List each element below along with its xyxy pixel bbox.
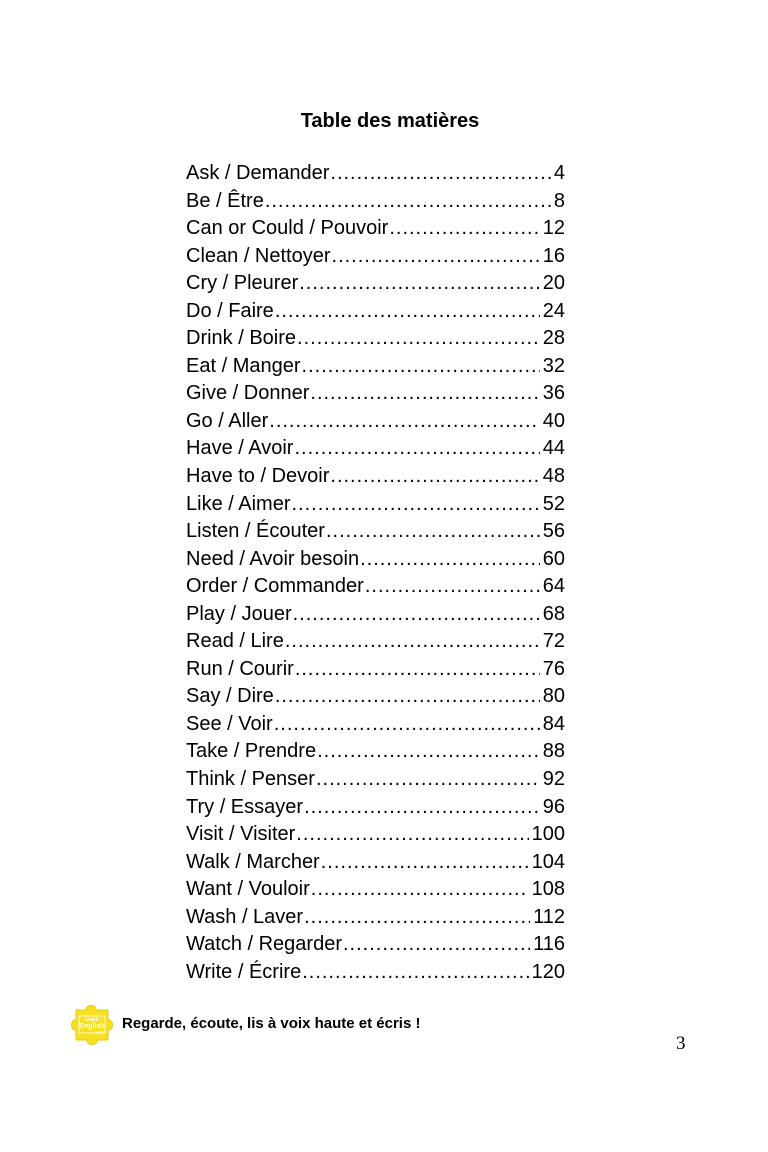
toc-entry[interactable] <box>186 738 565 766</box>
toc-entry-page-number: 84 <box>542 712 565 735</box>
toc-entry-page-number: 60 <box>542 547 565 570</box>
toc-dot-leader <box>304 794 540 822</box>
toc-dot-leader <box>297 325 540 353</box>
toc-entry-page-number: 56 <box>542 520 565 543</box>
toc-entry[interactable] <box>186 931 565 959</box>
toc-dot-leader <box>332 243 540 271</box>
toc-entry[interactable] <box>186 298 565 326</box>
toc-entry-label: Say / Dire <box>186 685 274 708</box>
toc-dot-leader <box>310 380 539 408</box>
toc-entry-page-number: 8 <box>553 189 565 212</box>
toc-dot-leader <box>316 766 540 794</box>
toc-entry-label: Order / Commander <box>186 575 364 598</box>
toc-entry[interactable] <box>186 518 565 546</box>
logo-text-learn: Learn <box>85 1017 99 1023</box>
toc-entry-page-number: 32 <box>542 354 565 377</box>
toc-dot-leader <box>326 518 540 546</box>
logo-text-fast: FAST <box>94 1031 104 1035</box>
toc-entry-label: Clean / Nettoyer <box>186 244 331 267</box>
toc-entry-label: Have to / Devoir <box>186 465 330 488</box>
toc-entry[interactable] <box>186 463 565 491</box>
toc-entry-page-number: 12 <box>542 217 565 240</box>
toc-entry-page-number: 100 <box>531 823 565 846</box>
table-of-contents <box>186 160 565 986</box>
toc-dot-leader <box>302 959 528 987</box>
toc-dot-leader <box>330 160 550 188</box>
toc-entry[interactable] <box>186 325 565 353</box>
toc-entry-label: Eat / Manger <box>186 354 301 377</box>
toc-dot-leader <box>304 904 530 932</box>
toc-entry-label: Ask / Demander <box>186 162 330 184</box>
toc-entry[interactable] <box>186 491 565 519</box>
toc-entry-label: Try / Essayer <box>186 795 304 818</box>
toc-entry-label: Walk / Marcher <box>186 850 320 873</box>
toc-entry-page-number: 28 <box>542 327 565 350</box>
toc-entry[interactable] <box>186 270 565 298</box>
toc-entry-label: Think / Penser <box>186 768 315 791</box>
toc-dot-leader <box>389 215 539 243</box>
toc-entry-label: Read / Lire <box>186 630 284 653</box>
toc-entry-label: Visit / Visiter <box>186 823 296 846</box>
toc-entry[interactable] <box>186 215 565 243</box>
toc-entry-page-number: 68 <box>542 602 565 625</box>
toc-entry[interactable] <box>186 380 565 408</box>
toc-entry[interactable] <box>186 821 565 849</box>
page-number: 3 <box>676 1033 686 1054</box>
toc-entry-label: Watch / Regarder <box>186 933 342 956</box>
toc-entry-page-number: 88 <box>542 740 565 763</box>
toc-entry-label: Like / Aimer <box>186 492 291 515</box>
toc-entry-page-number: 112 <box>533 905 565 928</box>
toc-entry[interactable] <box>186 711 565 739</box>
toc-entry-label: Want / Vouloir <box>186 878 310 901</box>
toc-dot-leader <box>269 408 539 436</box>
toc-entry[interactable] <box>186 794 565 822</box>
toc-entry-page-number: 52 <box>542 492 565 515</box>
toc-dot-leader <box>265 188 551 216</box>
toc-dot-leader <box>321 849 529 877</box>
toc-dot-leader <box>296 821 528 849</box>
toc-entry-page-number: 48 <box>542 465 565 488</box>
toc-entry-label: Wash / Laver <box>186 905 304 928</box>
toc-entry[interactable] <box>186 188 565 216</box>
toc-dot-leader <box>317 738 540 766</box>
toc-entry-page-number: 104 <box>531 850 565 873</box>
toc-entry[interactable] <box>186 243 565 271</box>
toc-dot-leader <box>285 628 540 656</box>
toc-entry-page-number: 76 <box>542 657 565 680</box>
toc-entry[interactable] <box>186 160 565 188</box>
toc-entry[interactable] <box>186 408 565 436</box>
toc-dot-leader <box>311 876 529 904</box>
toc-entry-label: Run / Courir <box>186 657 294 680</box>
toc-entry-label: Take / Prendre <box>186 740 317 763</box>
toc-entry-page-number: 108 <box>531 878 565 901</box>
toc-entry-page-number: 24 <box>542 299 565 322</box>
footer-tagline: Regarde, écoute, lis à voix haute et écris ! <box>122 1015 421 1032</box>
toc-entry-page-number: 64 <box>542 575 565 598</box>
toc-dot-leader <box>299 270 540 298</box>
toc-dot-leader <box>302 353 540 381</box>
toc-dot-leader <box>295 656 540 684</box>
toc-dot-leader <box>274 711 540 739</box>
toc-entry-page-number: 4 <box>553 162 565 184</box>
toc-entry-label: Cry / Pleurer <box>186 272 299 295</box>
toc-entry-page-number: 116 <box>533 933 565 956</box>
toc-entry-page-number: 44 <box>542 437 565 460</box>
toc-entry-page-number: 120 <box>531 960 565 983</box>
toc-dot-leader <box>330 463 539 491</box>
puzzle-piece-logo-icon <box>68 1000 116 1048</box>
toc-entry-label: Play / Jouer <box>186 602 292 625</box>
footer <box>68 1000 568 1048</box>
toc-entry[interactable] <box>186 353 565 381</box>
toc-dot-leader <box>365 573 540 601</box>
logo-text-english: English <box>79 1023 105 1030</box>
toc-dot-leader <box>293 601 540 629</box>
toc-entry-label: Go / Aller <box>186 409 269 432</box>
toc-entry[interactable] <box>186 904 565 932</box>
toc-entry[interactable] <box>186 683 565 711</box>
toc-entry[interactable] <box>186 628 565 656</box>
toc-entry-page-number: 40 <box>542 409 565 432</box>
toc-entry-label: Can or Could / Pouvoir <box>186 217 389 240</box>
toc-entry[interactable] <box>186 546 565 574</box>
toc-dot-leader <box>343 931 530 959</box>
page-title: Table des matières <box>300 110 480 132</box>
toc-entry-label: Drink / Boire <box>186 327 297 350</box>
toc-entry-page-number: 20 <box>542 272 565 295</box>
toc-entry[interactable] <box>186 959 565 987</box>
toc-entry-page-number: 36 <box>542 382 565 405</box>
toc-entry[interactable] <box>186 876 565 904</box>
toc-entry-page-number: 80 <box>542 685 565 708</box>
toc-entry-page-number: 16 <box>542 244 565 267</box>
toc-entry-label: Have / Avoir <box>186 437 294 460</box>
toc-entry-label: Be / Être <box>186 189 264 212</box>
toc-entry-label: See / Voir <box>186 712 273 735</box>
toc-dot-leader <box>275 683 540 711</box>
toc-entry-label: Do / Faire <box>186 299 274 322</box>
toc-entry[interactable] <box>186 573 565 601</box>
toc-entry-label: Write / Écrire <box>186 960 302 983</box>
toc-entry[interactable] <box>186 766 565 794</box>
toc-dot-leader <box>294 435 539 463</box>
toc-entry[interactable] <box>186 656 565 684</box>
toc-entry[interactable] <box>186 601 565 629</box>
toc-entry-label: Listen / Écouter <box>186 520 325 543</box>
toc-entry-label: Need / Avoir besoin <box>186 547 360 570</box>
toc-dot-leader <box>291 491 539 519</box>
toc-entry-page-number: 72 <box>542 630 565 653</box>
toc-entry[interactable] <box>186 849 565 877</box>
toc-dot-leader <box>360 546 540 574</box>
toc-entry-label: Give / Donner <box>186 382 310 405</box>
toc-dot-leader <box>275 298 540 326</box>
toc-entry-page-number: 92 <box>542 768 565 791</box>
toc-entry-page-number: 96 <box>542 795 565 818</box>
toc-entry[interactable] <box>186 435 565 463</box>
